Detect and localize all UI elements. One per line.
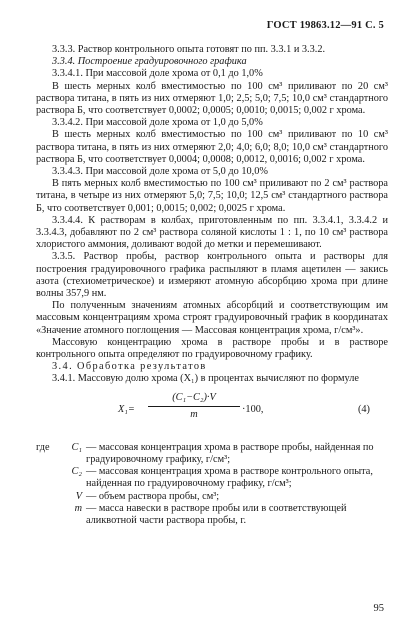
section-heading-3-4: 3.4. Обработка результатов [52,361,207,373]
document-body [36,44,388,527]
formula-tail: ·100, [242,403,264,415]
legend-prefix-empty [36,466,68,490]
legend-prefix-empty [36,503,68,527]
subheading-3-3-4-1: 3.3.4.1. При массовой доле хрома от 0,1 до 1,0% [52,68,263,80]
paragraph-3-3-4-1-text: В шесть мерных колб вместимостью по 100 см³ приливают по 20 см³ раствора титана, в пять из них отмеряют 1,0; 2,5; 5,0; 7,5; 10,0 см³ стандартного раствора Б, что соответствует 0,0002; 0,0005; 0,0010; 0,0015; 0,002 г хрома. [36,80,388,117]
paragraph-3-3-4-4: 3.3.4.4. К растворам в колбах, приготовленным по пп. 3.3.4.1, 3.3.4.2 и 3.3.4.3, добавляют по 2 см³ раствора соляной кислоты 1 : 1, по 10 см³ раствора хлористого аммония, доливают водой до метки и перемешивают. [36,214,388,251]
legend-text-c1: — массовая концентрация хрома в растворе пробы, найденная по градуировочному графику, г/см³; [86,441,374,465]
formula-4 [36,392,388,436]
legend-symbol-c1: C₁ [71,441,82,453]
formula-numerator: (C₁−C₂)·V [148,392,240,407]
paragraph-graph-building: По полученным значениям атомных абсорбций и соответствующим им массовым концентрациям хрома строят градуировочный график в координатах «Значение атомного поглощения — Массовая концентрация хрома, г/см³». [36,300,388,336]
legend-prefix: где [36,441,50,453]
page-number: 95 [373,603,384,614]
legend-symbol-v: V [75,490,82,502]
formula-fraction [148,392,240,421]
formula-lhs: X₁= [118,403,135,415]
paragraph-concentration: Массовую концентрацию хрома в растворе пробы и в растворе контрольного опыта определяют по градуировочному графику. [36,336,388,361]
subheading-3-3-4-2: 3.3.4.2. При массовой доле хрома от 1,0 до 5,0% [52,117,263,129]
section-heading-3-3-4: 3.3.4. Построение градуировочного графика [52,56,247,68]
subheading-3-3-4-3: 3.3.4.3. При массовой доле хрома от 5,0 до 10,0% [52,166,268,178]
legend-text-m: — масса навески в растворе пробы или в соответствующей аликвотной части раствора пробы, г. [86,502,347,526]
paragraph-3-3-3: 3.3.3. Раствор контрольного опыта готовят по пп. 3.3.1 и 3.3.2. [52,44,326,55]
paragraph-3-3-5: 3.3.5. Раствор пробы, раствор контрольного опыта и растворы для построения градуировочного графика распыляют в пламя ацетилен — закись азота (стехиометрическое) и измеряют атомную абсорбцию хрома при длине волны 357,9 нм. [36,251,388,300]
legend-text-v: — объем раствора пробы, см³; [86,490,220,502]
legend-text-c2: — массовая концентрация хрома в растворе контрольного опыта, найденная по градуировочному графику, г/см³; [86,466,373,490]
formula-number: (4) [357,403,370,415]
formula-legend [36,442,388,527]
legend-symbol-m: m [74,502,82,514]
formula-denominator: m [190,408,198,420]
page-header: ГОСТ 19863.12—91 С. 5 [266,20,384,31]
legend-prefix-empty [36,491,68,503]
legend-symbol-c2: C₂ [71,466,82,478]
paragraph-3-3-4-3-text: В пять мерных колб вместимостью по 100 см³ приливают по 2 см³ раствора титана, в четыре из них отмеряют 5,0; 7,5; 10,0; 12,5 см³ стандартного раствора Б, что соответствует 0,001; 0,0015; 0,002; 0,0025 г хрома. [36,178,388,214]
paragraph-3-4-1: 3.4.1. Массовую долю хрома (X₁) в процентах вычисляют по формуле [52,373,359,385]
paragraph-3-3-4-2-text: В шесть мерных колб вместимостью по 100 см³ приливают по 10 см³ раствора титана, в пять из них отмеряют 2,0; 4,0; 6,0; 8,0; 10,0 см³ стандартного раствора Б, что соответствует 0,0004; 0,0008; 0,0012, 0,0016; 0,002 г хрома. [36,129,388,165]
